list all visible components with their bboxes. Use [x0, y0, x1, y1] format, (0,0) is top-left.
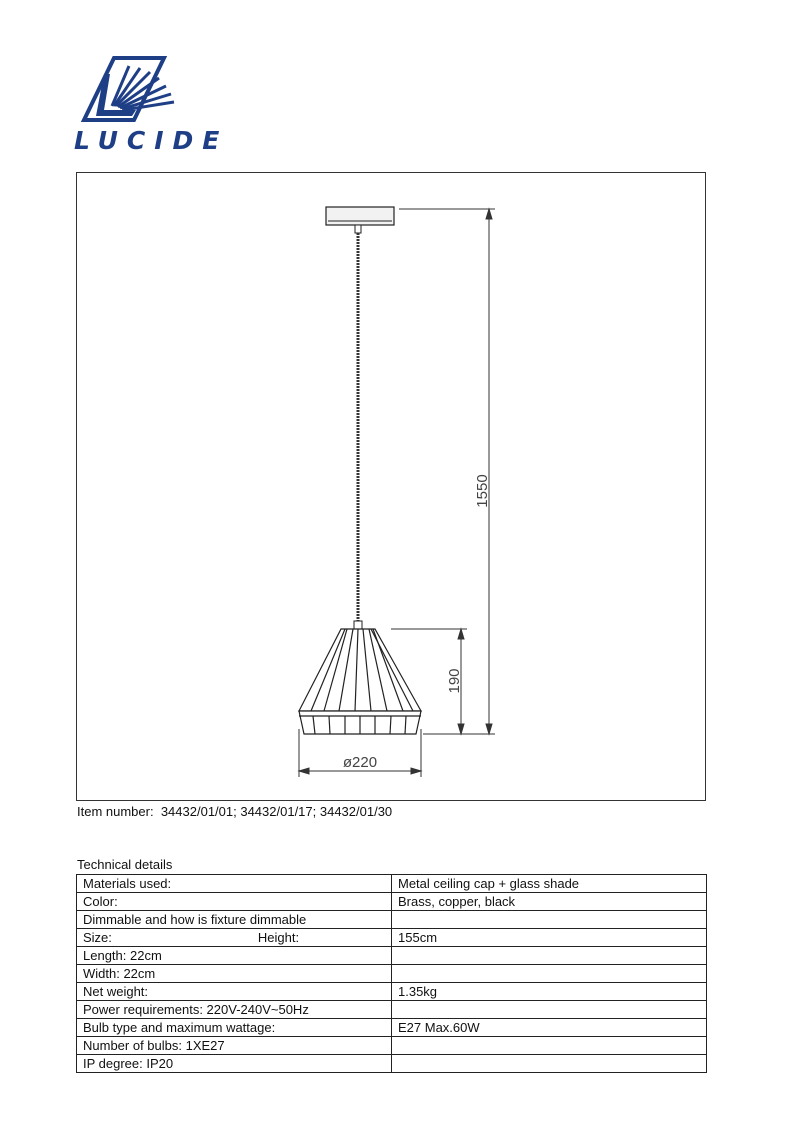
- table-row: [77, 875, 707, 893]
- row-label-size: [77, 929, 392, 947]
- row-label: Length: 22cm: [77, 947, 392, 965]
- diameter-label: ø220: [342, 754, 378, 771]
- row-label: Width: 22cm: [77, 965, 392, 983]
- row-value: [392, 1037, 707, 1055]
- logo-sunburst-icon: [74, 54, 214, 126]
- shade-height-label: 190: [446, 668, 463, 694]
- row-value: E27 Max.60W: [392, 1019, 707, 1037]
- row-label: Number of bulbs: 1XE27: [77, 1037, 392, 1055]
- table-row: [77, 1055, 707, 1073]
- table-row: [77, 947, 707, 965]
- row-label: Dimmable and how is fixture dimmable: [77, 911, 392, 929]
- row-label: Materials used:: [77, 875, 392, 893]
- row-label: IP degree: IP20: [77, 1055, 392, 1073]
- row-label: Net weight:: [77, 983, 392, 1001]
- total-height-dimension: [399, 209, 495, 734]
- row-label: Power requirements: 220V-240V~50Hz: [77, 1001, 392, 1019]
- row-value: [392, 1055, 707, 1073]
- table-row: [77, 893, 707, 911]
- table-row: [77, 965, 707, 983]
- row-value: [392, 911, 707, 929]
- table-row: [77, 911, 707, 929]
- lamp-shade: [299, 629, 421, 734]
- row-value: Metal ceiling cap + glass shade: [392, 875, 707, 893]
- technical-drawing: [76, 172, 706, 801]
- table-row: [77, 983, 707, 1001]
- item-number-value: 34432/01/01; 34432/01/17; 34432/01/30: [160, 804, 393, 819]
- row-value: 155cm: [392, 929, 707, 947]
- ceiling-cap: [326, 207, 394, 225]
- row-label: Bulb type and maximum wattage:: [77, 1019, 392, 1037]
- technical-details-table: [76, 874, 707, 1073]
- size-label: Size:: [83, 930, 112, 945]
- item-number-label: Item number:: [77, 804, 154, 819]
- table-row: [77, 1037, 707, 1055]
- shade-connector: [354, 621, 362, 629]
- total-height-label: 1550: [474, 474, 491, 508]
- technical-details-title: Technical details: [77, 857, 173, 872]
- row-value: [392, 965, 707, 983]
- height-label: Height:: [257, 930, 300, 945]
- item-number: [77, 804, 392, 819]
- row-label: Color:: [77, 893, 392, 911]
- brand-name: LUCIDE: [74, 126, 229, 155]
- row-value: [392, 1001, 707, 1019]
- row-value: 1.35kg: [392, 983, 707, 1001]
- cap-connector: [355, 225, 361, 233]
- row-value: [392, 947, 707, 965]
- table-row: [77, 1001, 707, 1019]
- row-value: Brass, copper, black: [392, 893, 707, 911]
- brand-logo: [74, 54, 234, 158]
- table-row: [77, 929, 707, 947]
- table-row: [77, 1019, 707, 1037]
